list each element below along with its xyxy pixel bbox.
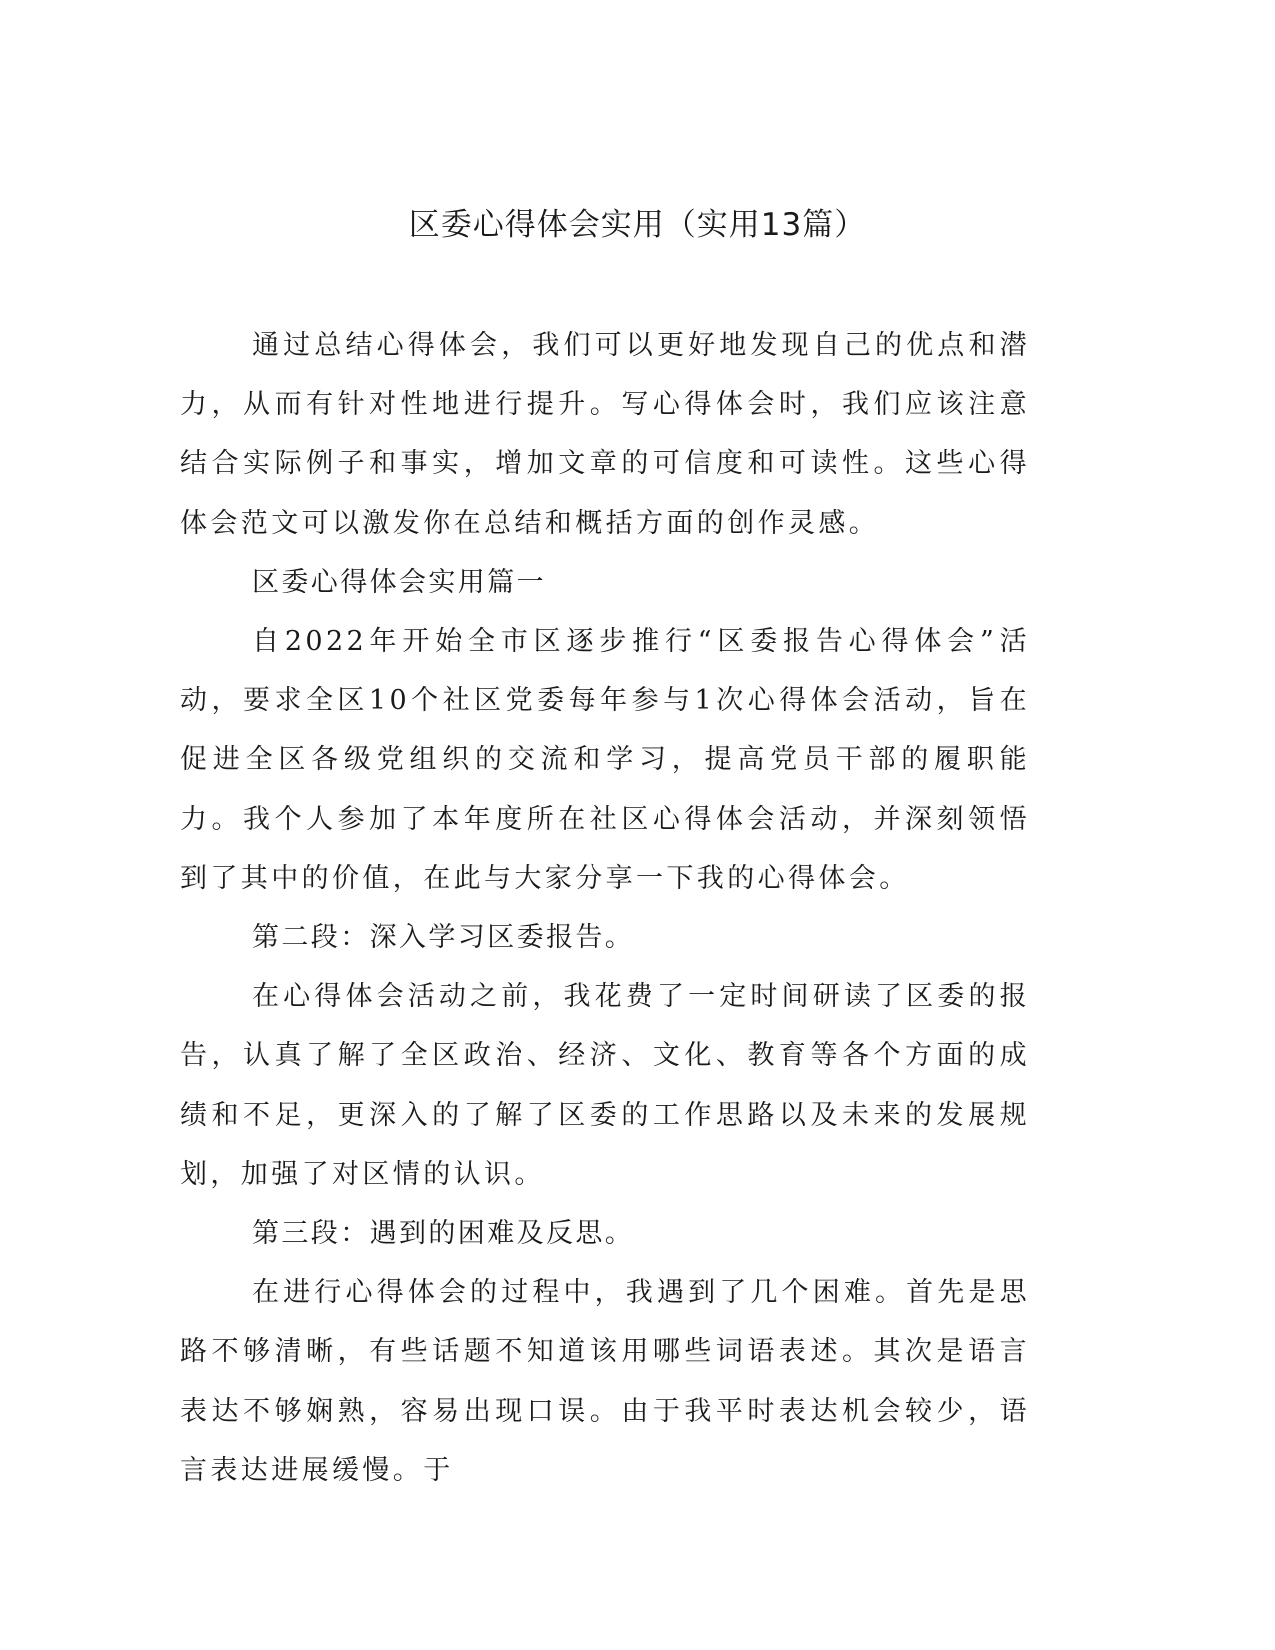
section-heading-second: 第二段：深入学习区委报告。	[252, 922, 635, 954]
document-title: 区委心得体会实用（实用13篇）	[408, 207, 867, 243]
document-body	[180, 316, 1030, 1500]
body-paragraph: 自2022年开始全市区逐步推行“区委报告心得体会”活动，要求全区10个社区党委每年参与1次心得体会活动，旨在促进全区各级党组织的交流和学习，提高党员干部的履职能力。我个人参加了本年度所在社区心得体会活动，并深刻领悟到了其中的价值，在此与大家分享一下我的心得体会。	[180, 626, 1030, 894]
body-paragraph: 在心得体会活动之前，我花费了一定时间研读了区委的报告，认真了解了全区政治、经济、文化、教育等各个方面的成绩和不足，更深入的了解了区委的工作思路以及未来的发展规划，加强了对区情的认识。	[180, 981, 1030, 1190]
body-paragraph: 在进行心得体会的过程中，我遇到了几个困难。首先是思路不够清晰，有些话题不知道该用哪些词语表述。其次是语言表达不够娴熟，容易出现口误。由于我平时表达机会较少，语言表达进展缓慢。于	[180, 1277, 1030, 1486]
section-heading-part-one: 区委心得体会实用篇一	[252, 566, 546, 598]
section-heading-third: 第三段：遇到的困难及反思。	[252, 1218, 635, 1250]
intro-paragraph: 通过总结心得体会，我们可以更好地发现自己的优点和潜力，从而有针对性地进行提升。写心得体会时，我们应该注意结合实际例子和事实，增加文章的可信度和可读性。这些心得体会范文可以激发你在总结和概括方面的创作灵感。	[180, 330, 1030, 539]
